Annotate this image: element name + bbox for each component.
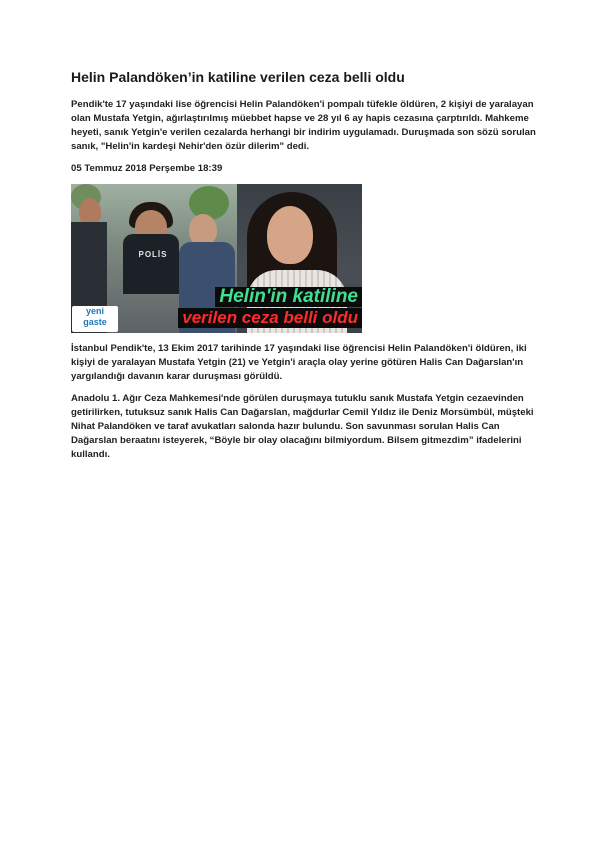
police-label: POLİS: [138, 250, 168, 259]
article-lead: Pendik'te 17 yaşındaki lise öğrencisi Helin Palandöken'i pompalı tüfekle öldüren, 2 kişiyi de yaralayan olan Mustafa Yetgin, ağırlaştırılmış müebbet hapse ve 28 yıl 6 ay hapis cezasına çarptırıldı. Mahkeme heyeti, sanık Yetgin'e verilen cezalarda herhangi bir indirim uygulamadı. Duruşmada son sözü sorulan sanık, "Helin'in kardeşi Nehir'den özür dilerim" dedi.: [71, 99, 536, 152]
image-headline-line1: Helin'in katiline: [215, 287, 362, 307]
article: [71, 68, 541, 470]
image-headline-line2: verilen ceza belli oldu: [178, 308, 362, 328]
article-title: Helin Palandöken’in katiline verilen ceza belli oldu: [71, 69, 405, 85]
yenigaste-logo: [72, 306, 118, 332]
woman-face: [267, 206, 313, 264]
police-vest: [123, 234, 179, 294]
logo-top: yeni: [85, 306, 104, 316]
article-date: 05 Temmuz 2018 Perşembe 18:39: [71, 163, 223, 174]
article-paragraph: Anadolu 1. Ağır Ceza Mahkemesi'nde görülen duruşmaya tutuklu sanık Mustafa Yetgin cezaevinden getirilirken, tutuksuz sanık Halis Can Dağarslan, mağdurlar Cemil Yıldız ile Deniz Morsümbül, müşteki Nihat Palandöken ve taraf avukatları salonda hazır bulundu. Son savunması sorulan Halis Can Dağarslan beraatını isteyerek, “Böyle bir olay olacağını bilmiyordum. Bilsem gitmezdim” ifadelerini kullandı.: [71, 393, 534, 460]
image-headline: [111, 287, 362, 329]
article-paragraph: İstanbul Pendik'te, 13 Ekim 2017 tarihinde 17 yaşındaki lise öğrencisi Helin Palandöken'i öldüren, iki kişiyi de yaralayan Mustafa Yetgin (21) ve Yetgin'i araçla olay yerine götüren Halis Can Dağarslan'ın yargılandığı davanın karar duruşması görüldü.: [71, 343, 527, 382]
article-image: [71, 184, 362, 333]
logo-bottom: gaste: [83, 317, 107, 327]
